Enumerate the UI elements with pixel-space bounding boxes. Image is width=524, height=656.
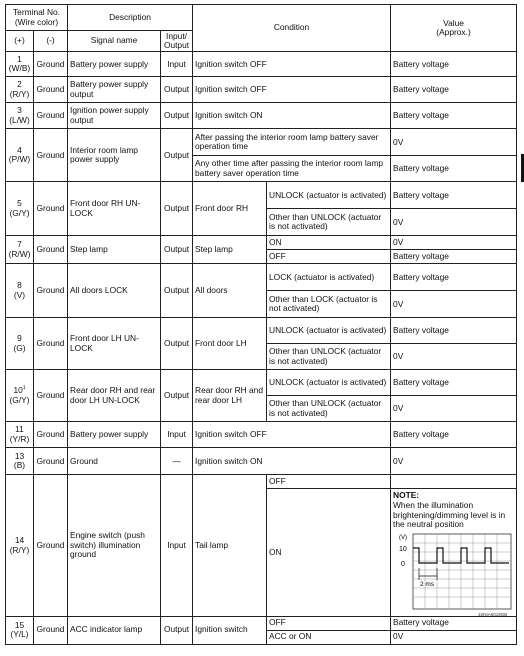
condition-cell: Other than UNLOCK (actuator is not activated) xyxy=(267,209,391,236)
condition-group-cell: Front door RH xyxy=(193,182,267,236)
condition-group-cell: Tail lamp xyxy=(193,475,267,616)
scope-unit: (V) xyxy=(399,535,408,542)
table-row xyxy=(6,422,517,448)
condition-cell: UNLOCK (actuator is activated) xyxy=(267,370,391,396)
condition-cell: Ignition switch OFF xyxy=(193,77,391,103)
ground-cell: Ground xyxy=(34,616,68,644)
scope-10: 10 xyxy=(399,546,407,554)
terminal-no-header xyxy=(6,5,68,31)
signal-cell: Interior room lamp power supply xyxy=(68,129,161,182)
value-cell xyxy=(391,475,517,489)
note-cell xyxy=(391,489,517,616)
condition-cell: Any other time after passing the interior room lamp battery saver operation time xyxy=(193,156,391,182)
ground-cell: Ground xyxy=(34,422,68,448)
condition-cell: Ignition switch OFF xyxy=(193,52,391,77)
io-cell: Output xyxy=(161,182,193,236)
condition-group-cell: Ignition switch xyxy=(193,616,267,644)
table-row xyxy=(6,129,517,156)
value-cell: Battery voltage xyxy=(391,77,517,103)
value-cell: 0V xyxy=(391,396,517,422)
table-row xyxy=(6,448,517,475)
value-cell: Battery voltage xyxy=(391,103,517,129)
ground-cell: Ground xyxy=(34,52,68,77)
value-cell: 0V xyxy=(391,630,517,644)
signal-cell: Rear door RH and rear door LH UN-LOCK xyxy=(68,370,161,422)
condition-group-cell: All doors xyxy=(193,264,267,318)
signal-cell: ACC indicator lamp xyxy=(68,616,161,644)
table-row xyxy=(6,236,517,250)
table-row xyxy=(6,77,517,103)
value-cell: Battery voltage xyxy=(391,370,517,396)
condition-cell: ON xyxy=(267,489,391,616)
ground-cell: Ground xyxy=(34,129,68,182)
condition-cell: Other than LOCK (actuator is not activated) xyxy=(267,291,391,318)
condition-cell: ACC or ON xyxy=(267,630,391,644)
condition-cell: UNLOCK (actuator is activated) xyxy=(267,182,391,209)
table-row xyxy=(6,370,517,396)
plus-header: (+) xyxy=(6,31,34,52)
signal-name-header: Signal name xyxy=(68,31,161,52)
signal-cell: Ignition power supply output xyxy=(68,103,161,129)
table-row xyxy=(6,475,517,489)
terminal-cell: 5 (G/Y) xyxy=(6,182,34,236)
scope-time: 2 ms xyxy=(420,581,435,589)
io-cell: Output xyxy=(161,103,193,129)
condition-cell: LOCK (actuator is activated) xyxy=(267,264,391,291)
signal-cell: Engine switch (push switch) illumination ground xyxy=(68,475,161,616)
table-row xyxy=(6,103,517,129)
condition-group-cell: Step lamp xyxy=(193,236,267,264)
ground-cell: Ground xyxy=(34,370,68,422)
ground-cell: Ground xyxy=(34,448,68,475)
value-cell: Battery voltage xyxy=(391,250,517,264)
terminal-cell: 14 (R/Y) xyxy=(6,475,34,616)
ground-cell: Ground xyxy=(34,236,68,264)
ground-cell: Ground xyxy=(34,318,68,370)
terminal-cell: 4 (P/W) xyxy=(6,129,34,182)
terminal-cell: 13 (B) xyxy=(6,448,34,475)
ground-cell: Ground xyxy=(34,77,68,103)
condition-cell: Other than UNLOCK (actuator is not activated) xyxy=(267,344,391,370)
description-header: Description xyxy=(68,5,193,31)
scope-grid xyxy=(413,534,511,609)
table-row xyxy=(6,52,517,77)
terminal-table xyxy=(5,4,517,645)
ground-cell: Ground xyxy=(34,182,68,236)
table-row xyxy=(6,182,517,209)
value-cell: Battery voltage xyxy=(391,422,517,448)
terminal-cell: 15 (Y/L) xyxy=(6,616,34,644)
ground-cell: Ground xyxy=(34,475,68,616)
value-cell: 0V xyxy=(391,209,517,236)
io-cell: Input xyxy=(161,475,193,616)
terminal-cell: 11 (Y/R) xyxy=(6,422,34,448)
condition-cell: After passing the interior room lamp battery saver operation time xyxy=(193,129,391,156)
condition-cell: OFF xyxy=(267,475,391,489)
table-row xyxy=(6,264,517,291)
io-cell: Input xyxy=(161,422,193,448)
value-cell: Battery voltage xyxy=(391,616,517,630)
io-header: Input/ Output xyxy=(161,31,193,52)
value-cell: Battery voltage xyxy=(391,182,517,209)
io-cell: Output xyxy=(161,236,193,264)
signal-cell: All doors LOCK xyxy=(68,264,161,318)
terminal-cell: 3 (L/W) xyxy=(6,103,34,129)
table-row xyxy=(6,318,517,344)
io-cell: Output xyxy=(161,264,193,318)
signal-cell: Battery power supply xyxy=(68,52,161,77)
value-header xyxy=(391,5,517,52)
wire-color-label: (Wire color) xyxy=(14,16,59,27)
signal-cell: Ground xyxy=(68,448,161,475)
condition-group-cell: Rear door RH and rear door LH xyxy=(193,370,267,422)
terminal-cell: 7 (R/W) xyxy=(6,236,34,264)
value-cell: Battery voltage xyxy=(391,318,517,344)
io-cell: Output xyxy=(161,318,193,370)
note-title: NOTE: xyxy=(393,490,420,501)
value-cell: 0V xyxy=(391,344,517,370)
condition-cell: OFF xyxy=(267,616,391,630)
table-row xyxy=(6,616,517,630)
figure-id: JSNIA0019GB xyxy=(478,612,508,617)
terminal-no-label: Terminal No. xyxy=(13,6,61,17)
ground-cell: Ground xyxy=(34,103,68,129)
approx-label: (Approx.) xyxy=(436,27,471,38)
value-cell: 0V xyxy=(391,448,517,475)
condition-cell: UNLOCK (actuator is activated) xyxy=(267,318,391,344)
signal-cell: Front door LH UN-LOCK xyxy=(68,318,161,370)
oscilloscope-figure xyxy=(393,532,514,615)
condition-group-cell: Front door LH xyxy=(193,318,267,370)
minus-header: (-) xyxy=(34,31,68,52)
io-cell: Output xyxy=(161,129,193,182)
terminal-cell: 2 (R/Y) xyxy=(6,77,34,103)
ground-cell: Ground xyxy=(34,264,68,318)
value-label: Value xyxy=(443,17,464,28)
terminal-cell: $10^1$ (G/Y) xyxy=(6,370,34,422)
terminal-cell: 1 (W/B) xyxy=(6,52,34,77)
value-cell: Battery voltage xyxy=(391,156,517,182)
signal-cell: Front door RH UN-LOCK xyxy=(68,182,161,236)
scope-0: 0 xyxy=(401,561,405,569)
condition-cell: Ignition switch ON xyxy=(193,448,391,475)
condition-cell: Ignition switch OFF xyxy=(193,422,391,448)
condition-header: Condition xyxy=(193,5,391,52)
value-cell: 0V xyxy=(391,236,517,250)
value-cell: Battery voltage xyxy=(391,264,517,291)
terminal-cell: 9 (G) xyxy=(6,318,34,370)
condition-cell: OFF xyxy=(267,250,391,264)
note-text: When the illumination brightening/dimming level is in the neutral position xyxy=(393,500,506,530)
io-cell: — xyxy=(161,448,193,475)
io-cell: Output xyxy=(161,370,193,422)
io-cell: Input xyxy=(161,52,193,77)
signal-cell: Battery power supply xyxy=(68,422,161,448)
value-cell: 0V xyxy=(391,291,517,318)
condition-cell: Ignition switch ON xyxy=(193,103,391,129)
io-cell: Output xyxy=(161,77,193,103)
value-cell: 0V xyxy=(391,129,517,156)
condition-cell: Other than UNLOCK (actuator is not activated) xyxy=(267,396,391,422)
value-cell: Battery voltage xyxy=(391,52,517,77)
signal-cell: Battery power supply output xyxy=(68,77,161,103)
terminal-cell: 8 (V) xyxy=(6,264,34,318)
condition-cell: ON xyxy=(267,236,391,250)
io-cell: Output xyxy=(161,616,193,644)
signal-cell: Step lamp xyxy=(68,236,161,264)
